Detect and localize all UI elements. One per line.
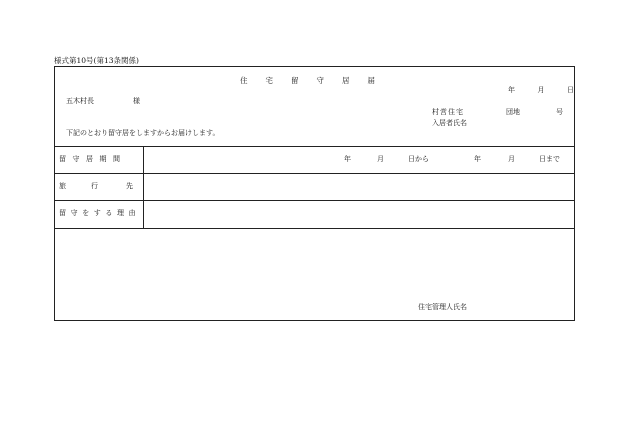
period-to-day: 日まで	[539, 155, 560, 163]
date-line	[508, 87, 574, 94]
destination-label-char: 旅	[59, 182, 66, 190]
reason-label: 留守をする理由	[59, 209, 141, 217]
manager-name-label: 住宅管理人氏名	[418, 303, 467, 311]
date-month: 月	[537, 86, 545, 94]
destination-label-char: 先	[126, 182, 133, 190]
table-rule	[54, 200, 575, 201]
table-rule	[54, 228, 575, 229]
date-day: 日	[566, 86, 574, 94]
label-column-divider	[143, 146, 144, 228]
period-to-month: 月	[508, 155, 515, 163]
addressee-suffix: 様	[133, 97, 140, 105]
table-top-rule	[54, 146, 575, 147]
date-year: 年	[508, 86, 515, 94]
occupant-name-label: 入居者氏名	[432, 119, 467, 127]
destination-label-char: 行	[91, 182, 98, 190]
period-to-year: 年	[474, 155, 481, 163]
period-from-year: 年	[344, 155, 351, 163]
table-rule	[54, 173, 575, 174]
form-number: 様式第10号(第13条関係)	[54, 56, 139, 65]
statement-text: 下記のとおり留守居をしますからお届けします。	[66, 129, 220, 137]
room-label: 号	[556, 108, 563, 116]
form-title: 住宅留守居届	[240, 76, 393, 85]
period-from-day: 日から	[408, 155, 429, 163]
period-from-month: 月	[377, 155, 384, 163]
period-label: 留守居期間	[59, 155, 127, 163]
housing-label: 村営住宅	[432, 108, 464, 116]
addressee-name: 五木村長	[66, 97, 94, 105]
danchi-label: 団地	[506, 108, 520, 116]
